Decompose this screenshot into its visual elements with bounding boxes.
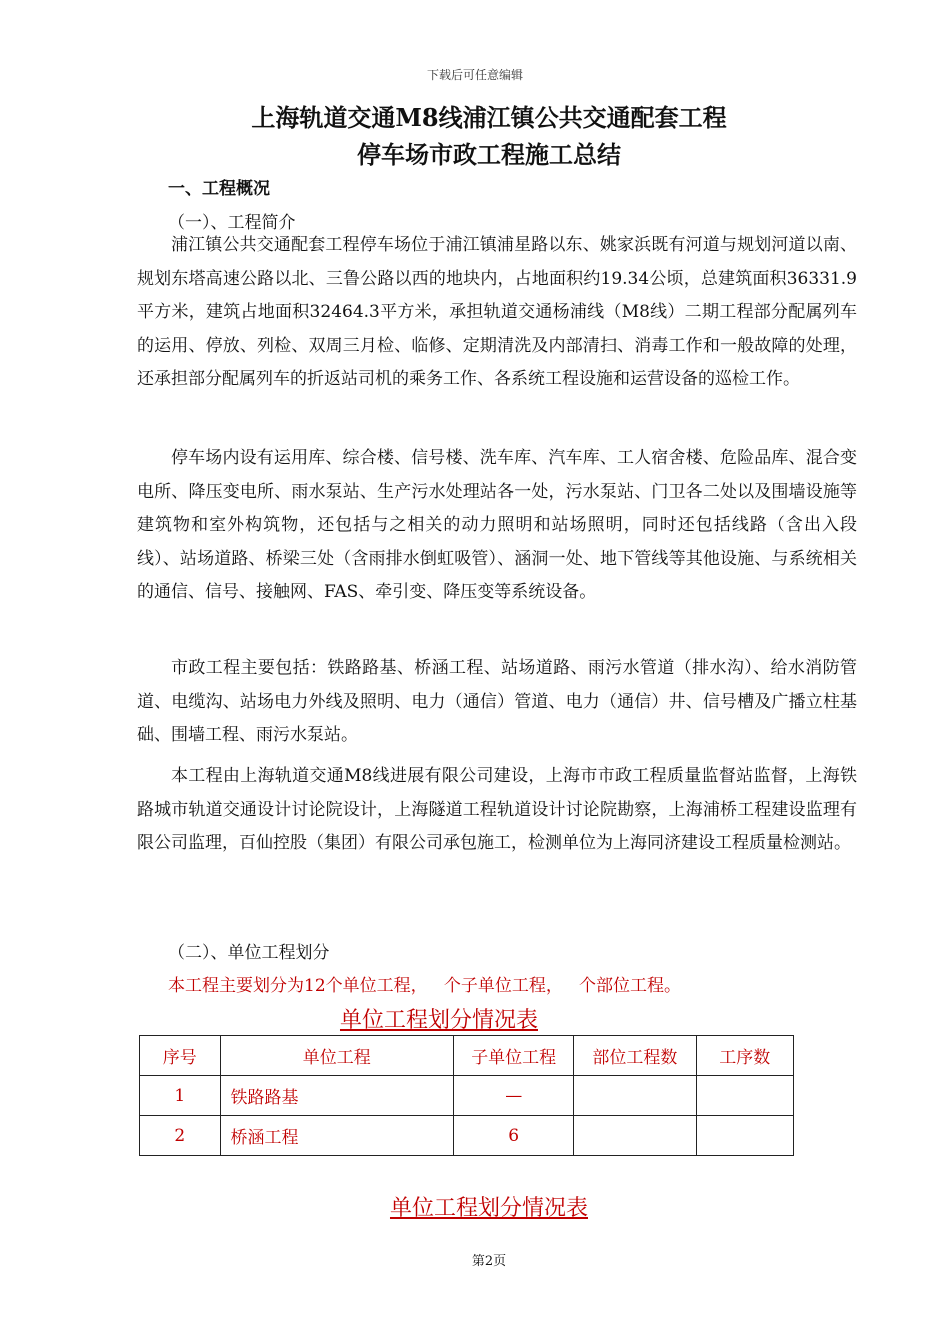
table-title: 单位工程划分情况表 xyxy=(339,1008,538,1033)
header-note: 下载后可任意编辑 xyxy=(426,68,523,82)
paragraph-municipal-scope: 市政工程主要包括：铁路路基、桥涵工程、站场道路、雨污水管道（排水沟）、给水消防管道、电缆沟、站场电力外线及照明、电力（通信）管道、电力（通信）井、信号槽及广播立柱基础、围墙工程、雨污水泵站。 xyxy=(137,658,857,746)
header-part-count: 部位工程数 xyxy=(574,1036,696,1076)
cell-sub-unit: — xyxy=(454,1076,574,1116)
cell-part-count xyxy=(574,1116,696,1156)
doc-title-line2: 停车场市政工程施工总结 xyxy=(357,140,621,169)
division-note: 本工程主要划分为12个单位工程， 个子单位工程， 个部位工程。 xyxy=(168,976,682,996)
page-number: 第2页 xyxy=(471,1254,507,1269)
cell-process-count xyxy=(696,1076,793,1116)
cell-index: 1 xyxy=(140,1076,221,1116)
header-sub-unit: 子单位工程 xyxy=(454,1036,574,1076)
cell-unit-project: 铁路路基 xyxy=(220,1076,454,1116)
table-row xyxy=(140,1076,794,1116)
cell-index: 2 xyxy=(140,1116,221,1156)
cell-unit-project: 桥涵工程 xyxy=(220,1116,454,1156)
header-process-count: 工序数 xyxy=(696,1036,793,1076)
subsection-intro-heading: （一）、工程简介 xyxy=(168,213,296,233)
cell-sub-unit: 6 xyxy=(454,1116,574,1156)
header-index: 序号 xyxy=(140,1036,221,1076)
table-header-row xyxy=(140,1036,794,1076)
paragraph-overview: 浦江镇公共交通配套工程停车场位于浦江镇浦星路以东、姚家浜既有河道与规划河道以南、规划东塔高速公路以北、三鲁公路以西的地块内，占地面积约19.34公顷，总建筑面积36331.9平方米，建筑占地面积32464.3平方米，承担轨道交通杨浦线（M8线）二期工程部分配属列车的运用、停放、列检、双周三月检、临修、定期清洗及内部清扫、消毒工作和一般故障的处理，还承担部分配属列车的折返站司机的乘务工作、各系统工程设施和运营设备的巡检工作。 xyxy=(137,235,857,390)
cell-process-count xyxy=(696,1116,793,1156)
table-title-repeat: 单位工程划分情况表 xyxy=(389,1196,588,1221)
division-table xyxy=(139,1035,794,1156)
subsection-division-heading: （二）、单位工程划分 xyxy=(168,943,330,963)
section-heading: 一、工程概况 xyxy=(168,179,270,199)
table-row xyxy=(140,1116,794,1156)
cell-part-count xyxy=(574,1076,696,1116)
doc-title-line1: 上海轨道交通M8线浦江镇公共交通配套工程 xyxy=(251,103,727,132)
paragraph-participants: 本工程由上海轨道交通M8线进展有限公司建设，上海市市政工程质量监督站监督，上海铁路城市轨道交通设计讨论院设计，上海隧道工程轨道设计讨论院勘察，上海浦桥工程建设监理有限公司监理，百仙控股（集团）有限公司承包施工，检测单位为上海同济建设工程质量检测站。 xyxy=(137,766,857,854)
header-unit-project: 单位工程 xyxy=(220,1036,454,1076)
paragraph-facilities: 停车场内设有运用库、综合楼、信号楼、洗车库、汽车库、工人宿舍楼、危险品库、混合变电所、降压变电所、雨水泵站、生产污水处理站各一处，污水泵站、门卫各二处以及围墙设施等建筑物和室外构筑物，还包括与之相关的动力照明和站场照明，同时还包括线路（含出入段线）、站场道路、桥梁三处（含雨排水倒虹吸管）、涵洞一处、地下管线等其他设施、与系统相关的通信、信号、接触网、FAS、牵引变、降压变等系统设备。 xyxy=(137,448,857,603)
